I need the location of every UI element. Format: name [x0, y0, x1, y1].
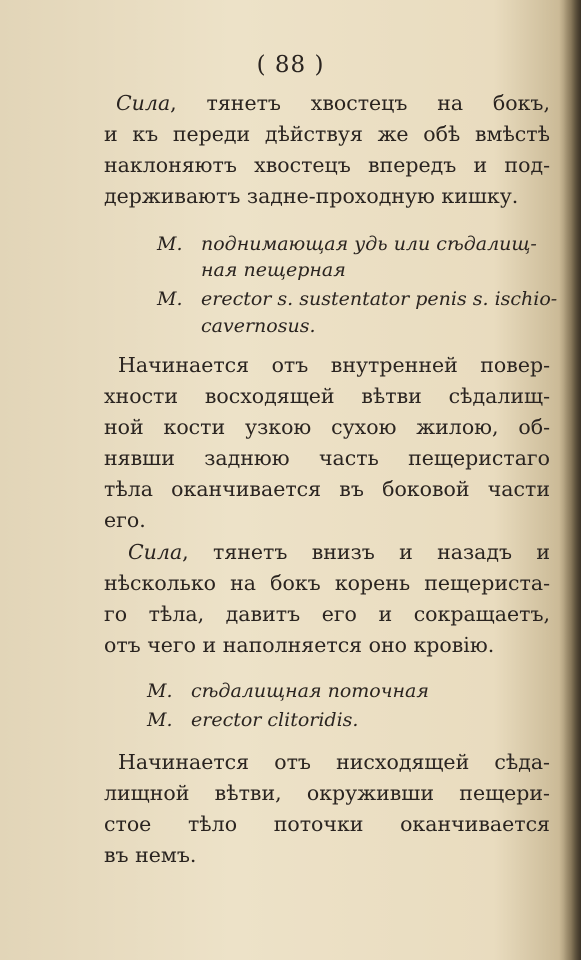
entry-continuation: ная пещерная — [201, 259, 346, 281]
text-line: его. — [104, 508, 146, 532]
text-line — [104, 537, 550, 568]
entry-mark: M. — [147, 680, 173, 702]
paragraph-origin-2 — [104, 747, 550, 871]
text-line: ной кости узкою сухою жилою, об- — [104, 415, 550, 439]
text-line: въ немъ. — [104, 843, 197, 867]
text-line: стое тѣло поточки оканчивается — [104, 812, 550, 836]
entry-mark: M. — [147, 709, 173, 731]
entry-continuation: cavernosus. — [201, 315, 316, 337]
text-line: Начинается отъ нисходящей сѣда- — [118, 750, 550, 774]
entry-name: erector clitoridis. — [191, 709, 359, 731]
text-line: нявши заднюю часть пещеристаго — [104, 446, 550, 470]
entry-name: сѣдалищная поточная — [191, 680, 429, 702]
lead-word: Сила — [128, 540, 183, 564]
paragraph-origin-1 — [104, 350, 550, 536]
text-line: отъ чего и наполняется оно кровію. — [104, 633, 495, 657]
text-line — [104, 88, 550, 119]
muscle-entry-russian — [147, 676, 429, 706]
paragraph-force-2 — [104, 537, 550, 661]
text-line: держиваютъ задне-проходную кишку. — [104, 184, 519, 208]
text-line: Начинается отъ внутренней повер- — [118, 353, 550, 377]
lead-word: Сила — [116, 91, 171, 115]
text-line: наклоняютъ хвостецъ впередъ и под- — [104, 153, 550, 177]
text-line: и къ переди дѣйствуя же обѣ вмѣстѣ — [104, 122, 550, 146]
entry-name: поднимающая удь или сѣдалищ- — [201, 233, 537, 255]
entry-mark: M. — [157, 288, 183, 310]
text-line: лищной вѣтви, окруживши пещери- — [104, 781, 550, 805]
muscle-entry-latin — [157, 284, 557, 314]
text-fragment: , тянетъ хвостецъ на бокъ, — [170, 91, 550, 115]
text-line: го тѣла, давитъ его и сокращаетъ, — [104, 602, 550, 626]
text-line: тѣла оканчивается въ боковой части — [104, 477, 550, 501]
text-line: нѣсколько на бокъ корень пещериста- — [104, 571, 550, 595]
page-number: ( 88 ) — [256, 52, 325, 78]
page-edge-shadow — [559, 0, 581, 960]
entry-name: erector s. sustentator penis s. ischio- — [201, 288, 558, 310]
text-fragment: , тянетъ внизъ и назадъ и — [182, 540, 550, 564]
entry-mark: M. — [157, 233, 183, 255]
paragraph-force-1 — [104, 88, 550, 212]
muscle-entry-latin — [147, 705, 358, 735]
text-line: хности восходящей вѣтви сѣдалищ- — [104, 384, 550, 408]
